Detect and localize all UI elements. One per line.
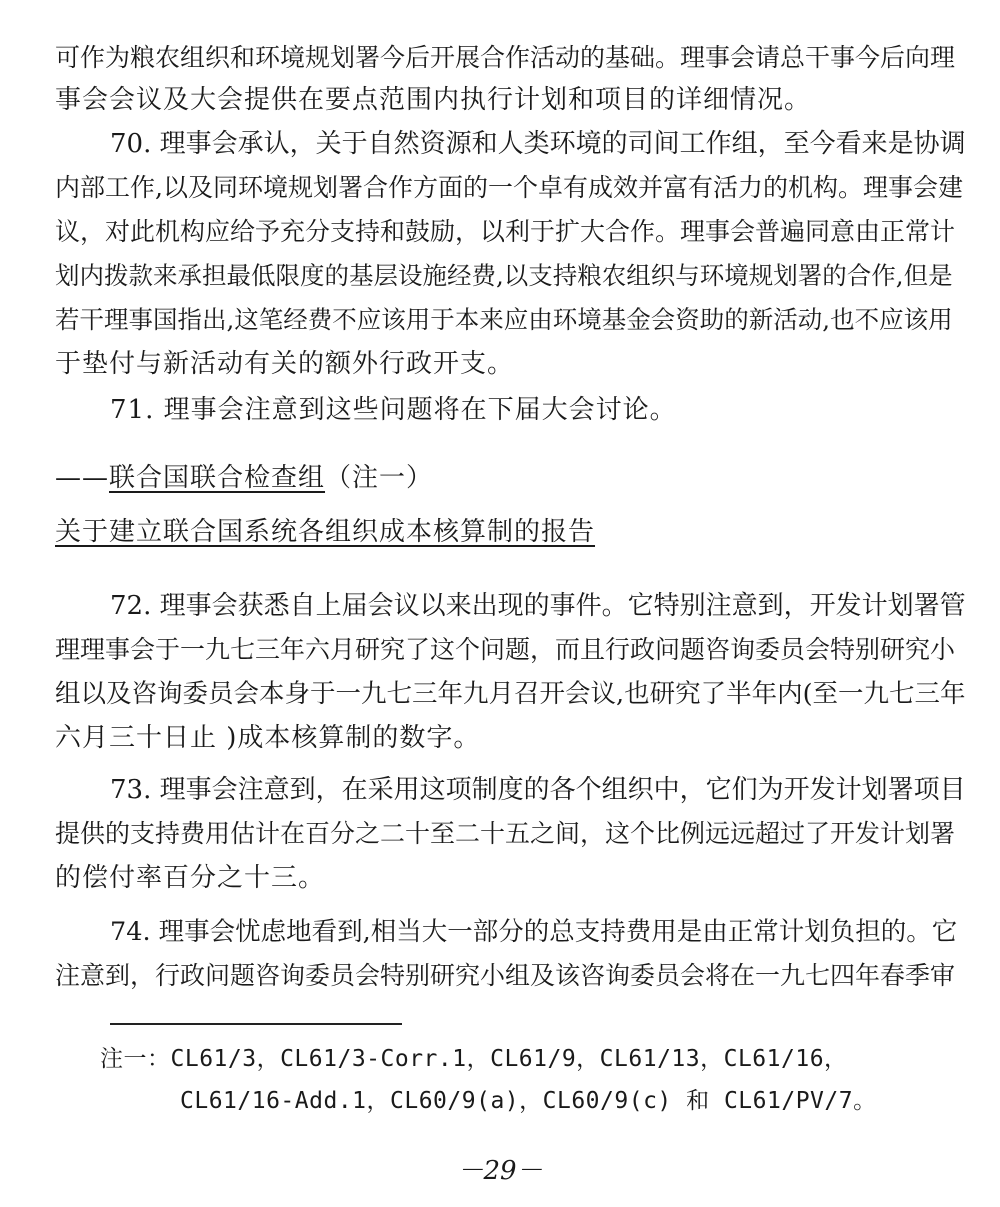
paragraph-line: 组以及咨询委员会本身于一九七三年九月召开会议,也研究了半年内(至一九七三年	[55, 679, 966, 709]
section-heading	[55, 462, 433, 494]
paragraph-line: 可作为粮农组织和环境规划署今后开展合作活动的基础。理事会请总干事今后向理	[55, 43, 956, 72]
footnote-rule	[110, 1023, 402, 1025]
paragraph-line: 提供的支持费用估计在百分之二十至二十五之间，这个比例远远超过了开发计划署	[55, 819, 956, 848]
paragraph-line: 若干理事国指出,这笔经费不应该用于本来应由环境基金会资助的新活动,也不应该用	[55, 305, 953, 334]
section-prefix: ——	[55, 463, 109, 493]
paragraph-70-start: 70. 理事会承认，关于自然资源和人类环境的司间工作组，至今看来是协调	[110, 129, 966, 159]
report-subtitle: 关于建立联合国系统各组织成本核算制的报告	[55, 517, 596, 547]
paragraph-71: 71. 理事会注意到这些问题将在下届大会讨论。	[110, 395, 677, 425]
paragraph-line: 内部工作,以及同环境规划署合作方面的一个卓有成效并富有活力的机构。理事会建	[55, 173, 963, 202]
paragraph-72-start: 72. 理事会获悉自上届会议以来出现的事件。它特别注意到，开发计划署管	[110, 591, 966, 621]
paragraph-line: 六月三十日止 )成本核算制的数字。	[55, 723, 481, 753]
paragraph-line: 议，对此机构应给予充分支持和鼓励，以利于扩大合作。理事会普遍同意由正常计	[55, 217, 956, 246]
section-note-ref: （注一）	[325, 463, 434, 493]
paragraph-line: 划内拨款来承担最低限度的基层设施经费,以支持粮农组织与环境规划署的合作,但是	[55, 261, 953, 290]
paragraph-line: 事会会议及大会提供在要点范围内执行计划和项目的详细情况。	[55, 85, 812, 115]
footnote-line: 注一：CL61/3，CL61/3-Corr.1，CL61/9，CL61/13，CL61/16，	[100, 1046, 848, 1072]
paragraph-74-start: 74. 理事会忧虑地看到,相当大一部分的总支持费用是由正常计划负担的。它	[110, 917, 958, 947]
footnote-line: CL61/16-Add.1，CL60/9(a)，CL60/9(c) 和 CL61/PV/7。	[180, 1088, 877, 1114]
paragraph-line: 理理事会于一九七三年六月研究了这个问题，而且行政问题咨询委员会特别研究小	[55, 635, 956, 664]
paragraph-line: 的偿付率百分之十三。	[55, 863, 326, 893]
paragraph-line: 注意到，行政问题咨询委员会特别研究小组及该咨询委员会将在一九七四年春季审	[55, 961, 956, 990]
paragraph-73-start: 73. 理事会注意到，在采用这项制度的各个组织中，它们为开发计划署项目	[110, 775, 966, 805]
paragraph-line: 于垫付与新活动有关的额外行政开支。	[55, 349, 515, 379]
page-number: －29－	[457, 1156, 543, 1186]
section-title: 联合国联合检查组	[109, 463, 326, 493]
